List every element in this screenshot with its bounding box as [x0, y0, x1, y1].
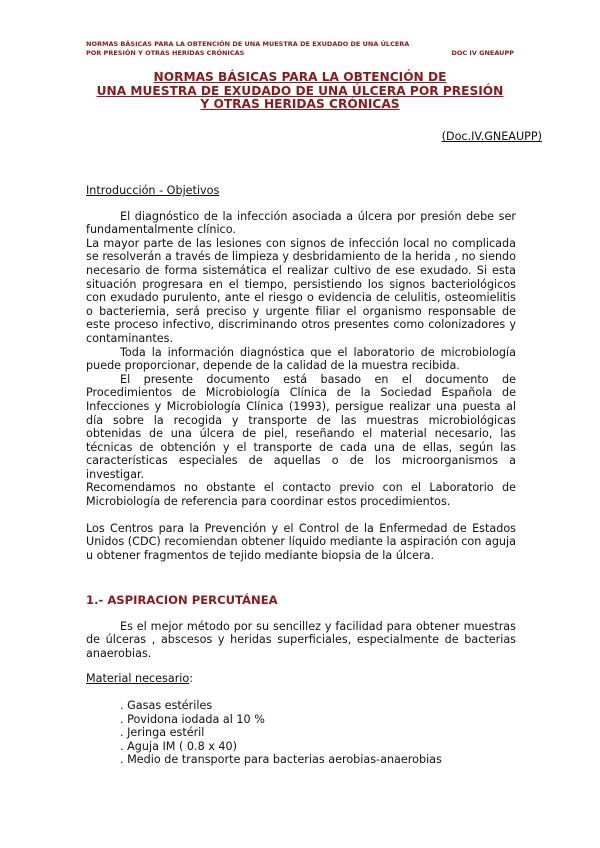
material-heading-row: [86, 672, 516, 686]
header-doc-code: DOC IV GNEAUPP: [451, 49, 514, 57]
title-line-3: Y OTRAS HERIDAS CRÓNICAS: [200, 97, 400, 111]
intro-section: [86, 184, 516, 562]
material-heading-colon: :: [189, 672, 194, 686]
material-list: [86, 699, 516, 767]
material-item: . Gasas estériles: [120, 698, 213, 712]
intro-paragraph-2: La mayor parte de las lesiones con signos de infección local no complicada se resolverán a través de limpieza y desbridamiento de la herida , no siendo necesario de forma sistemática el realizar cultivo de ese exudado. Si esta situación progresara en el tiempo, persistiendo los signos bacteriológicos con exudado purulento, ante el riesgo o evidencia de celulitis, osteomielitis o bacteriemia, será preciso y urgente filiar el organismo responsable de este proceso infectivo, discriminando otros presentes como colonizadores y contaminantes.: [86, 236, 516, 345]
intro-paragraph-6: Los Centros para la Prevención y el Control de la Enfermedad de Estados Unidos (CDC) recomiendan obtener líquido mediante la aspiración con aguja u obtener fragmentos de tejido mediante biopsia de la úlcera.: [86, 521, 516, 562]
document-title: [86, 71, 514, 112]
intro-heading: Introducción - Objetivos: [86, 184, 220, 197]
title-line-1: NORMAS BÁSICAS PARA LA OBTENCIÓN DE: [153, 70, 447, 84]
material-item: . Povidona iodada al 10 %: [120, 712, 265, 726]
material-item: . Medio de transporte para bacterias aerobias-anaerobias: [120, 753, 442, 767]
intro-paragraph-5: Recomendamos no obstante el contacto previo con el Laboratorio de Microbiología de referencia para coordinar estos procedimientos.: [86, 481, 516, 509]
section-1-paragraph: Es el mejor método por su sencillez y facilidad para obtener muestras de úlceras , abscesos y heridas superficiales, especialmente de bacterias anaerobias.: [86, 619, 516, 660]
section-aspiracion: [86, 594, 516, 767]
document-reference: (Doc.IV.GNEAUPP): [441, 130, 542, 143]
material-item: . Jeringa estéril: [120, 726, 205, 740]
intro-paragraph-1: El diagnóstico de la infección asociada a úlcera por presión debe ser fundamentalmente clínico.: [86, 209, 516, 237]
header-title: NORMAS BÁSICAS PARA LA OBTENCIÓN DE UNA MUESTRA DE EXUDADO DE UNA ÚLCERA POR PRESIÓN Y OTRAS HERIDAS CRÓNICAS: [86, 40, 410, 57]
material-heading: Material necesario: [86, 672, 190, 686]
intro-paragraph-3: Toda la información diagnóstica que el laboratorio de microbiología puede proporcionar, depende de la calidad de la muestra recibida.: [86, 345, 516, 373]
intro-paragraph-4: El presente documento está basado en el documento de Procedimientos de Microbiología Clínica de la Sociedad Española de Infecciones y Microbiología Clínica (1993), persigue realizar una puesta al día sobre la recogida y transporte de las muestras microbiológicas obtenidas de una úlcera de piel, reseñando el material necesario, las técnicas de obtención y el transporte de cada una de ellas, según las características especiales de aquellas o de los microorganismos a investigar.: [86, 372, 516, 481]
title-line-2: UNA MUESTRA DE EXUDADO DE UNA ÚLCERA POR PRESIÓN: [96, 83, 504, 98]
section-1-heading: 1.- ASPIRACION PERCUTÁNEA: [86, 593, 278, 607]
material-item: . Aguja IM ( 0.8 x 40): [120, 739, 238, 753]
